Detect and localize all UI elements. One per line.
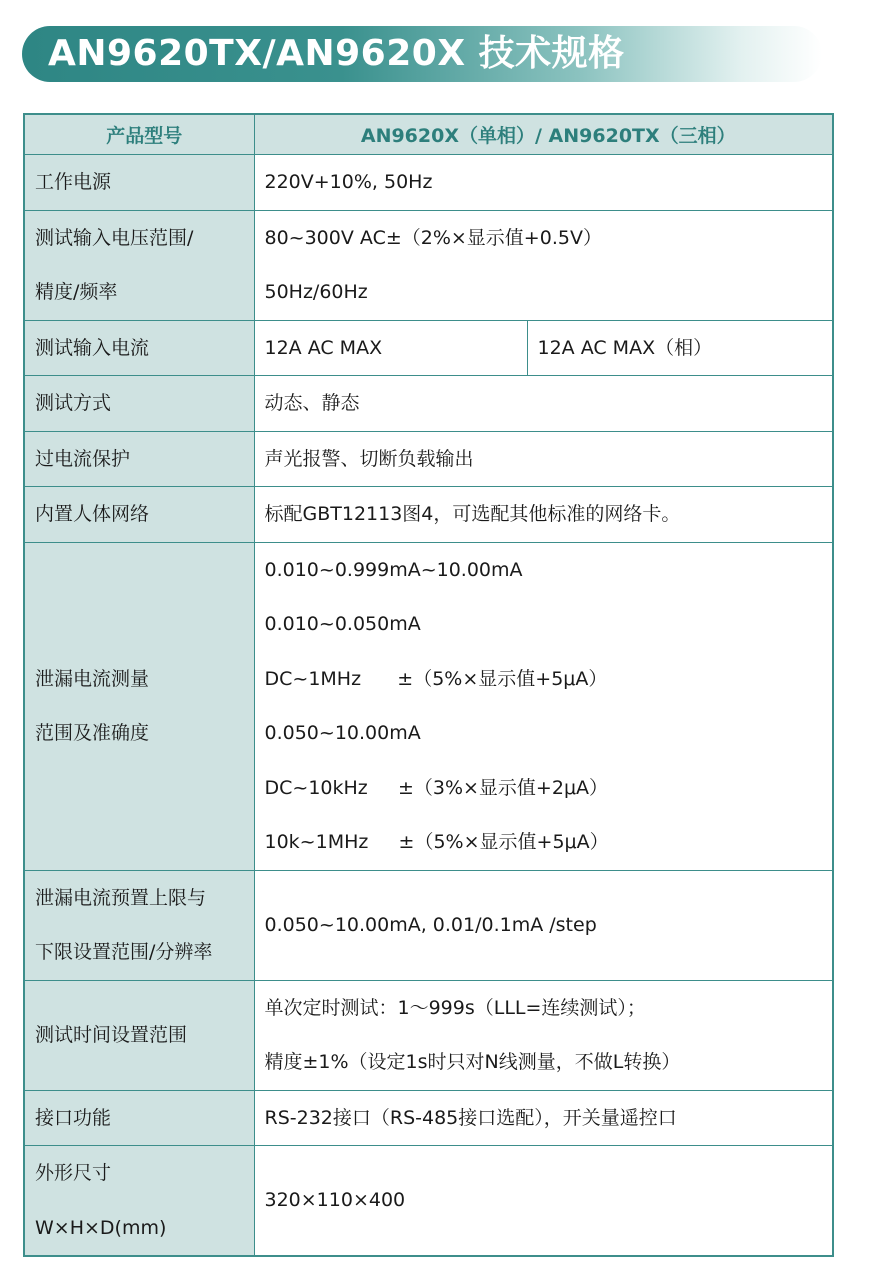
interface-value: RS-232接口（RS-485接口选配），开关量遥控口	[254, 1090, 833, 1146]
time-label: 测试时间设置范围	[24, 980, 254, 1090]
current-label: 测试输入电流	[24, 320, 254, 376]
row-method	[24, 376, 833, 432]
row-time	[24, 980, 833, 1090]
row-network	[24, 487, 833, 543]
table-header-row	[24, 114, 833, 155]
row-voltage	[24, 210, 833, 320]
voltage-label: 测试输入电压范围/ 精度/频率	[24, 210, 254, 320]
network-value: 标配GBT12113图4，可选配其他标准的网络卡。	[254, 487, 833, 543]
preset-value: 0.050~10.00mA, 0.01/0.1mA /step	[254, 870, 833, 980]
row-preset	[24, 870, 833, 980]
size-value: 320×110×400	[254, 1146, 833, 1257]
network-label: 内置人体网络	[24, 487, 254, 543]
leakage-value: 0.010~0.999mA~10.00mA 0.010~0.050mA DC~1MHz ±（5%×显示值+5μA） 0.050~10.00mA DC~10kHz ±（3%×显示值+2μA） 10k~1MHz ±（5%×显示值+5μA）	[254, 542, 833, 870]
leakage-label: 泄漏电流测量 范围及准确度	[24, 542, 254, 870]
row-leakage	[24, 542, 833, 870]
header-model-label: 产品型号	[24, 114, 254, 155]
header-model-value: AN9620X（单相）/ AN9620TX（三相）	[254, 114, 833, 155]
method-label: 测试方式	[24, 376, 254, 432]
power-value: 220V+10%, 50Hz	[254, 155, 833, 211]
overcurrent-label: 过电流保护	[24, 431, 254, 487]
preset-label: 泄漏电流预置上限与 下限设置范围/分辨率	[24, 870, 254, 980]
spec-table	[23, 113, 834, 1257]
current-value-three: 12A AC MAX（相）	[527, 320, 833, 376]
interface-label: 接口功能	[24, 1090, 254, 1146]
method-value: 动态、静态	[254, 376, 833, 432]
row-overcurrent	[24, 431, 833, 487]
time-value: 单次定时测试：1～999s（LLL=连续测试）； 精度±1%（设定1s时只对N线测量，不做L转换）	[254, 980, 833, 1090]
row-current	[24, 320, 833, 376]
current-value-single: 12A AC MAX	[254, 320, 527, 376]
voltage-value: 80~300V AC±（2%×显示值+0.5V） 50Hz/60Hz	[254, 210, 833, 320]
size-label: 外形尺寸 W×H×D(mm)	[24, 1146, 254, 1257]
row-power	[24, 155, 833, 211]
row-interface	[24, 1090, 833, 1146]
row-size	[24, 1146, 833, 1257]
page-title: AN9620TX/AN9620X 技术规格	[48, 33, 625, 74]
power-label: 工作电源	[24, 155, 254, 211]
overcurrent-value: 声光报警、切断负载输出	[254, 431, 833, 487]
